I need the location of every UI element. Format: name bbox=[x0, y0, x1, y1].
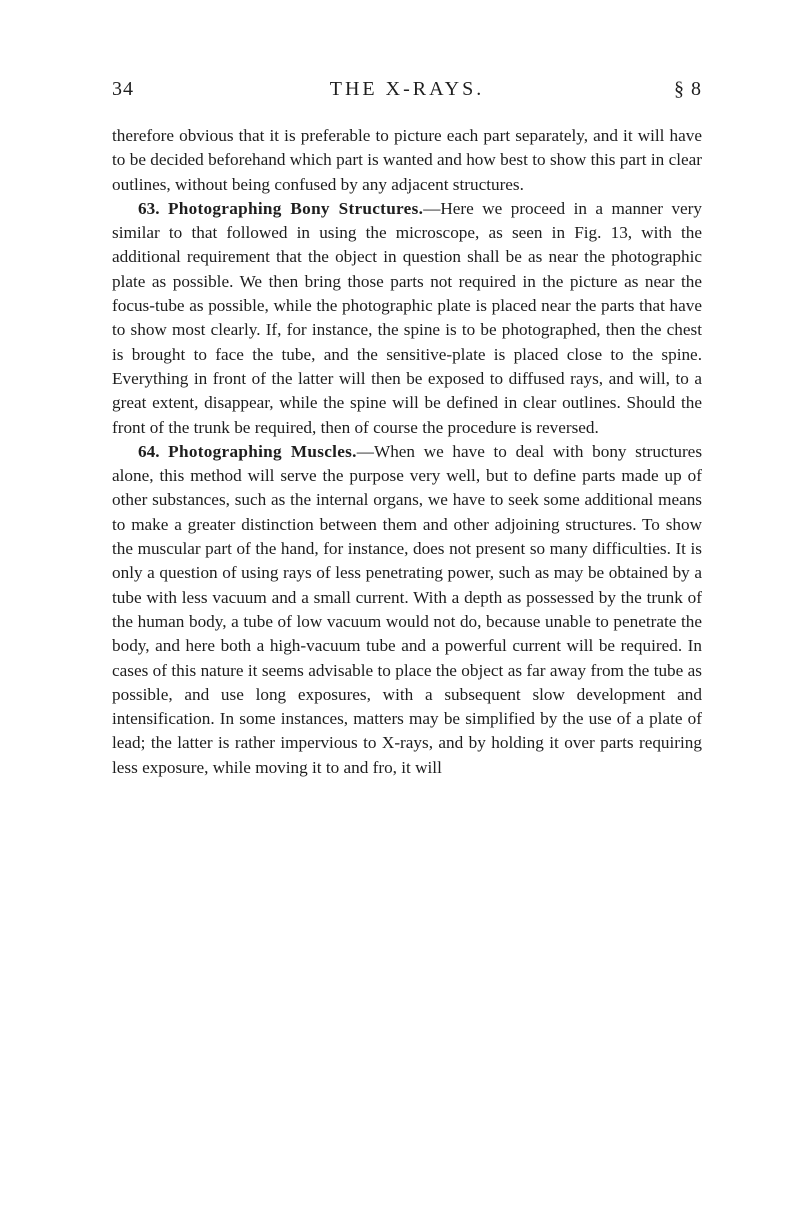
book-page bbox=[112, 78, 702, 780]
paragraph-text: therefore obvious that it is preferable to picture each part separately, and it will have to be decided beforehand which part is wanted and how best to show this part in clear outlines, without being confused by any adjacent structures. bbox=[112, 126, 702, 194]
section-number: 64. bbox=[138, 441, 160, 461]
paragraph-63 bbox=[112, 197, 702, 440]
page-number: 34 bbox=[112, 78, 134, 100]
running-title: THE X-RAYS. bbox=[329, 78, 485, 100]
paragraph-text: —Here we proceed in a manner very similar to that followed in using the microscope, as seen in Fig. 13, with the additional requirement that the object in question shall be as near the photographic plate as possible. We then bring those parts not required in the picture as near the focus-tube as possible, while the photographic plate is placed near the parts that have to show most clearly. If, for instance, the spine is to be photographed, then the chest is brought to face the tube, and the sensitive-plate is placed close to the spine. Everything in front of the latter will then be exposed to diffused rays, and will, to a great extent, disappear, while the spine will be defined in clear outlines. Should the front of the trunk be required, then of course the procedure is reversed. bbox=[112, 198, 702, 437]
section-heading: Photographing Muscles. bbox=[168, 441, 357, 461]
section-heading: Photographing Bony Structures. bbox=[167, 198, 424, 218]
paragraph-text: —When we have to deal with bony structures alone, this method will serve the purpose very well, but to define parts made up of other substances, such as the internal organs, we have to seek some additional means to make a greater distinction between them and other adjoining structures. To show the muscular part of the hand, for instance, does not present so many difficulties. It is only a question of using rays of less penetrating power, such as may be obtained by a tube with less vacuum and a small current. With a depth as possessed by the trunk of the human body, a tube of low vacuum would not do, because unable to penetrate the body, and here both a high-vacuum tube and a powerful current will be required. In cases of this nature it seems advisable to place the object as far away from the tube as possible, and use long exposures, with a subsequent slow development and intensification. In some instances, matters may be simplified by the use of a plate of lead; the latter is rather impervious to X-rays, and by holding it over parts requiring less exposure, while moving it to and fro, it will bbox=[112, 441, 703, 777]
paragraph-continued bbox=[112, 124, 702, 197]
section-number: 63. bbox=[138, 198, 160, 218]
paragraph-64 bbox=[112, 440, 702, 780]
body-text bbox=[112, 124, 702, 780]
section-mark: § 8 bbox=[674, 78, 702, 100]
running-head bbox=[112, 78, 702, 112]
